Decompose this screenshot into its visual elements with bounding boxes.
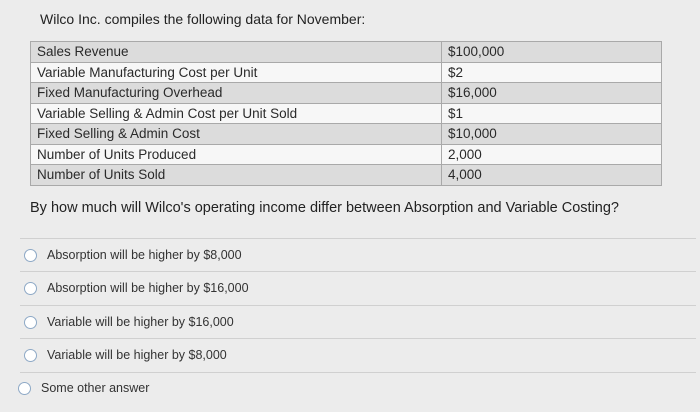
divider (20, 372, 696, 373)
radio-button[interactable] (24, 282, 37, 295)
divider (20, 338, 696, 339)
table-row (31, 165, 662, 186)
answer-option-label: Absorption will be higher by $16,000 (47, 281, 249, 295)
answer-option-label: Absorption will be higher by $8,000 (47, 248, 242, 262)
row-label: Fixed Selling & Admin Cost (31, 124, 442, 145)
answer-option[interactable] (24, 309, 234, 335)
row-label: Sales Revenue (31, 42, 442, 63)
row-value: 4,000 (442, 165, 662, 186)
table-row (31, 103, 662, 124)
question-text: By how much will Wilco's operating income differ between Absorption and Variable Costing? (30, 200, 619, 216)
row-label: Number of Units Sold (31, 165, 442, 186)
divider (20, 305, 696, 306)
row-value: 2,000 (442, 144, 662, 165)
row-label: Variable Selling & Admin Cost per Unit Sold (31, 103, 442, 124)
intro-text: Wilco Inc. compiles the following data for November: (40, 11, 366, 27)
row-label: Fixed Manufacturing Overhead (31, 83, 442, 104)
row-value: $2 (442, 62, 662, 83)
divider (20, 238, 696, 239)
row-value: $10,000 (442, 124, 662, 145)
row-value: $16,000 (442, 83, 662, 104)
table-row (31, 83, 662, 104)
radio-button[interactable] (24, 349, 37, 362)
answer-option[interactable] (24, 242, 242, 268)
table-row (31, 42, 662, 63)
answer-option-label: Variable will be higher by $8,000 (47, 348, 227, 362)
table-row (31, 62, 662, 83)
divider (20, 271, 696, 272)
answer-option[interactable] (24, 342, 227, 368)
answer-option[interactable] (24, 275, 249, 301)
row-label: Number of Units Produced (31, 144, 442, 165)
answer-option-label: Some other answer (41, 381, 150, 395)
answer-option[interactable] (18, 375, 149, 401)
radio-button[interactable] (24, 249, 37, 262)
radio-button[interactable] (18, 382, 31, 395)
table-row (31, 124, 662, 145)
row-value: $1 (442, 103, 662, 124)
row-label: Variable Manufacturing Cost per Unit (31, 62, 442, 83)
row-value: $100,000 (442, 42, 662, 63)
answer-option-label: Variable will be higher by $16,000 (47, 315, 234, 329)
radio-button[interactable] (24, 316, 37, 329)
data-table (30, 41, 662, 186)
table-row (31, 144, 662, 165)
